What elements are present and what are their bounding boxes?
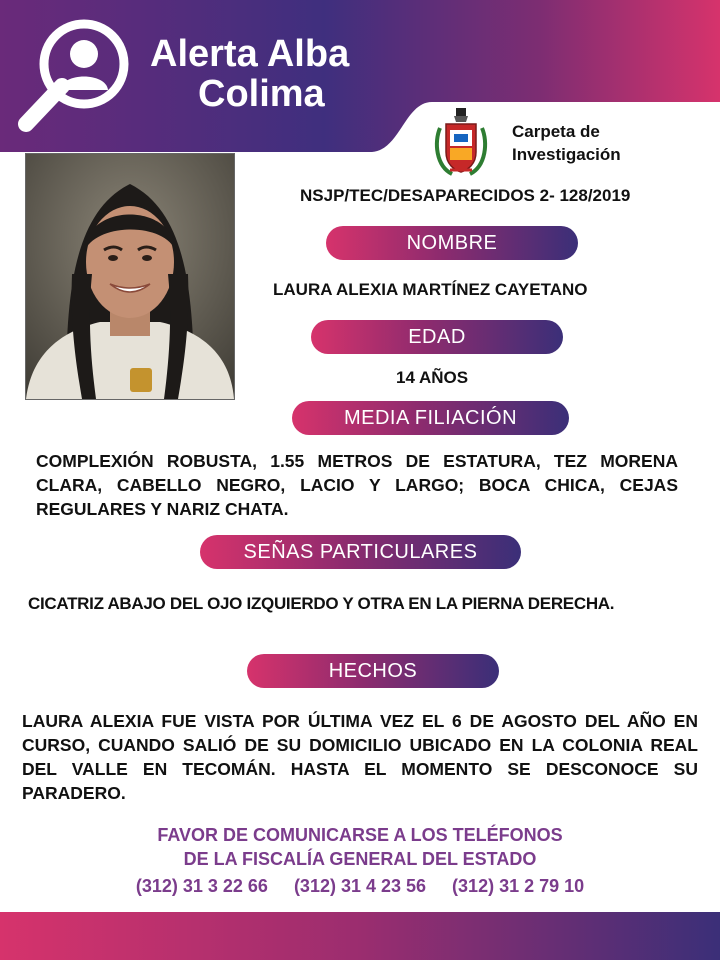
- senas-particulares-label: SEÑAS PARTICULARES: [200, 535, 521, 569]
- phone-number-2: (312) 31 4 23 56: [293, 876, 427, 896]
- phone-number-3: (312) 31 2 79 10: [452, 876, 585, 896]
- missing-person-photo: [25, 153, 235, 400]
- media-filiacion-label: MEDIA FILIACIÓN: [292, 401, 569, 435]
- title-line-1: Alerta Alba: [150, 33, 350, 75]
- contact-line-1: FAVOR DE COMUNICARSE A LOS TELÉFONOS: [157, 825, 563, 845]
- nombre-label: NOMBRE: [326, 226, 578, 260]
- footer-band: [0, 912, 720, 960]
- edad-value: 14 AÑOS: [396, 368, 469, 387]
- contact-line-2: DE LA FISCALÍA GENERAL DEL ESTADO: [183, 849, 537, 869]
- edad-label: EDAD: [311, 320, 563, 354]
- media-filiacion-value: COMPLEXIÓN ROBUSTA, 1.55 METROS DE ESTATURA, TEZ MORENA CLARA, CABELLO NEGRO, LACIO Y LARGO; BOCA CHICA, CEJAS REGULARES Y NARIZ CHATA.: [36, 451, 678, 519]
- state-seal-icon: [432, 108, 490, 180]
- case-folio: NSJP/TEC/DESAPARECIDOS 2- 128/2019: [300, 186, 631, 205]
- page-title: [150, 34, 349, 114]
- title-line-2: Colima: [198, 73, 325, 115]
- phone-number-1: (312) 31 3 22 66: [135, 876, 268, 896]
- hechos-value: LAURA ALEXIA FUE VISTA POR ÚLTIMA VEZ EL 6 DE AGOSTO DEL AÑO EN CURSO, CUANDO SALIÓ DE SU DOMICILIO UBICADO EN LA COLONIA REAL DEL VALLE EN TECOMÁN. HASTA EL MOMENTO SE DESCONOCE SU PARADERO.: [22, 711, 698, 803]
- carpeta-line-1: Carpeta de: [512, 122, 600, 141]
- carpeta-label: [512, 120, 621, 166]
- search-person-icon: [14, 14, 134, 134]
- carpeta-line-2: Investigación: [512, 145, 621, 164]
- phone-list: [0, 876, 720, 897]
- nombre-value: LAURA ALEXIA MARTÍNEZ CAYETANO: [273, 280, 588, 299]
- senas-particulares-value: CICATRIZ ABAJO DEL OJO IZQUIERDO Y OTRA EN LA PIERNA DERECHA.: [28, 594, 615, 613]
- hechos-label: HECHOS: [247, 654, 499, 688]
